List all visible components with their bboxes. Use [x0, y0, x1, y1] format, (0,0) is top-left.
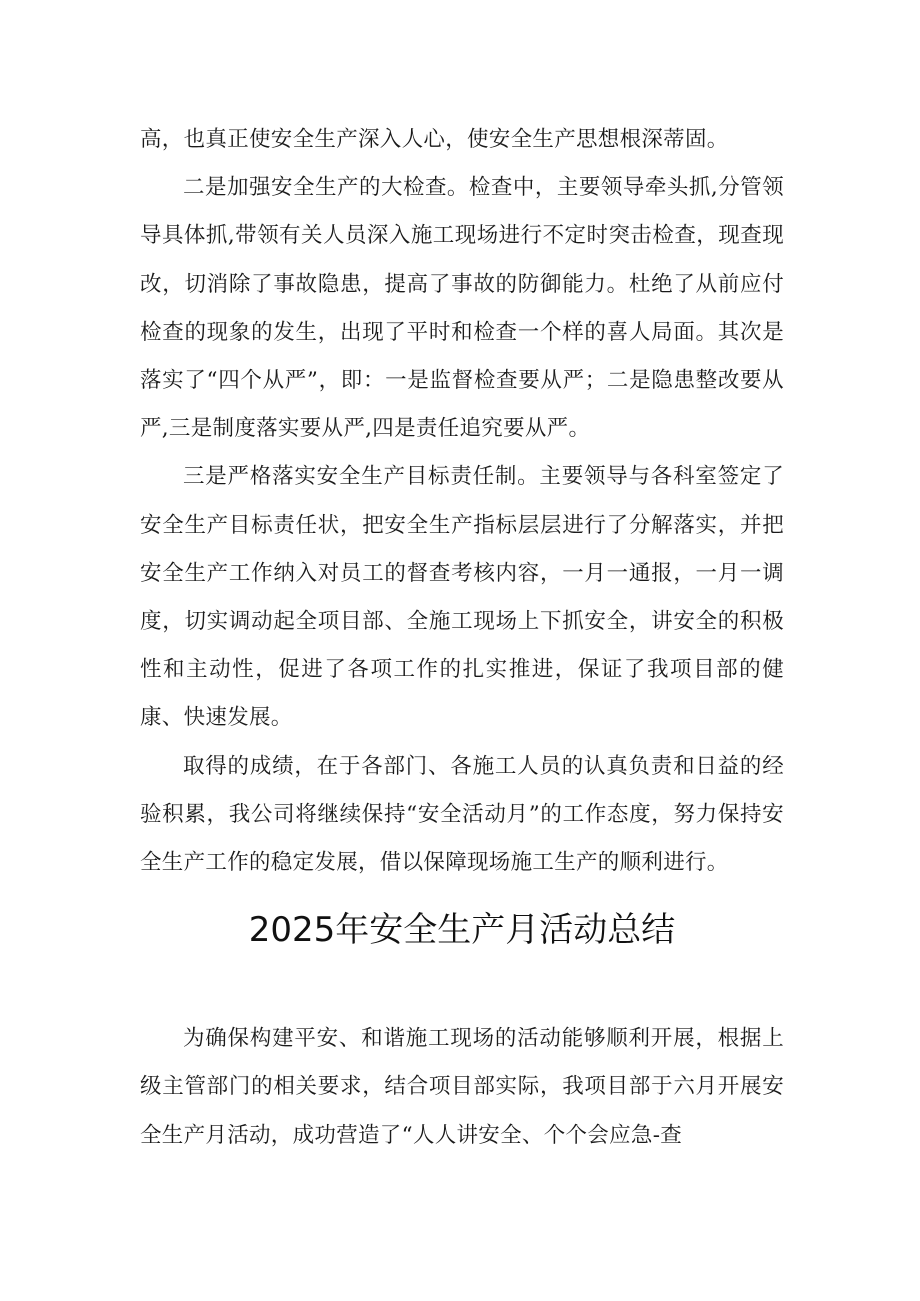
paragraph-3: 三是严格落实安全生产目标责任制。主要领导与各科室签定了安全生产目标责任状，把安全生产指标层层进行了分解落实，并把安全生产工作纳入对员工的督查考核内容，一月一通报，一月一调度，切实调动起全项目部、全施工现场上下抓安全，讲安全的积极性和主动性，促进了各项工作的扎实推进，保证了我项目部的健康、快速发展。: [140, 464, 784, 731]
document-title: 2025年安全生产月活动总结: [248, 910, 676, 951]
document-page: [140, 116, 784, 1160]
paragraph-4: 取得的成绩，在于各部门、各施工人员的认真负责和日益的经验积累，我公司将继续保持“安全活动月”的工作态度，努力保持安全生产工作的稳定发展，借以保障现场施工生产的顺利进行。: [140, 753, 784, 876]
paragraph-1: 高，也真正使安全生产深入人心，使安全生产思想根深蒂固。: [140, 127, 729, 152]
title-spacer: [140, 959, 784, 1015]
paragraph-5: 为确保构建平安、和谐施工现场的活动能够顺利开展，根据上级主管部门的相关要求，结合项目部实际，我项目部于六月开展安全生产月活动，成功营造了“人人讲安全、个个会应急-查: [140, 1026, 784, 1148]
paragraph-2: 二是加强安全生产的大检查。检查中，主要领导牵头抓,分管领导具体抓,带领有关人员深入施工现场进行不定时突击检查，现查现改，切消除了事故隐患，提高了事故的防御能力。杜绝了从前应付检查的现象的发生，出现了平时和检查一个样的喜人局面。其次是落实了“四个从严”，即：一是监督检查要从严；二是隐患整改要从严,三是制度落实要从严,四是责任追究要从严。: [140, 175, 784, 442]
